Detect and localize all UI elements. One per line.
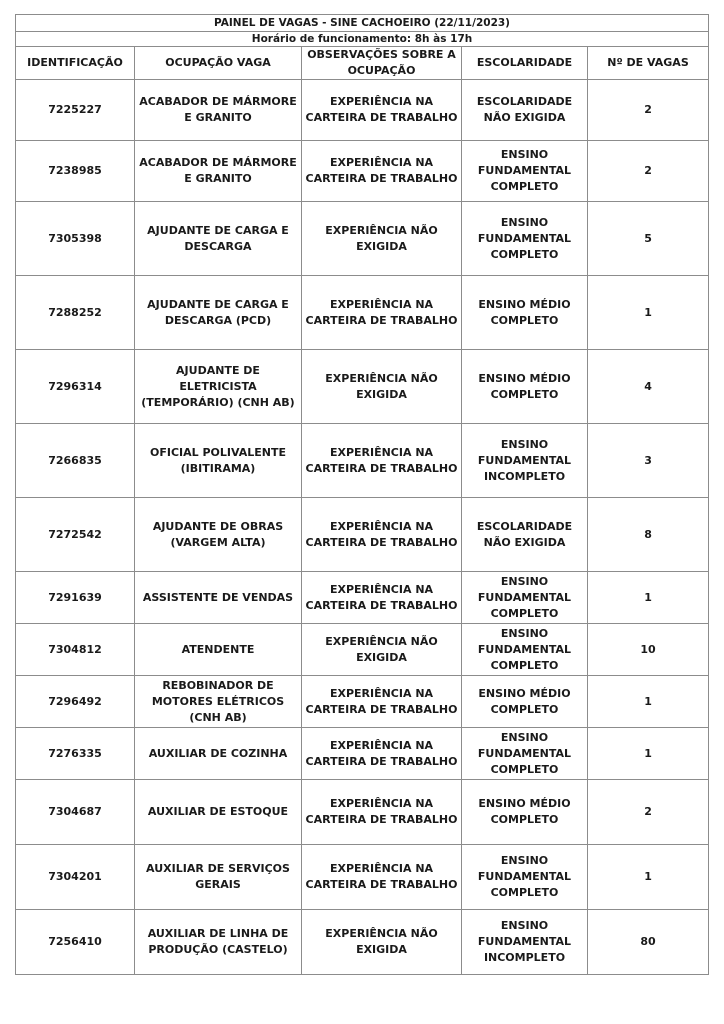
column-header-vacancies: Nº DE VAGAS — [588, 47, 709, 80]
occupation-cell: AJUDANTE DE CARGA E DESCARGA — [135, 202, 302, 276]
vacancy-id-cell: 7296314 — [16, 350, 135, 424]
observations-cell: EXPERIÊNCIA NA CARTEIRA DE TRABALHO — [302, 424, 462, 498]
vacancy-count-cell: 4 — [588, 350, 709, 424]
vacancy-id-cell: 7304201 — [16, 845, 135, 910]
column-header-identification: IDENTIFICAÇÃO — [16, 47, 135, 80]
schooling-cell: ENSINO FUNDAMENTAL INCOMPLETO — [462, 910, 588, 975]
occupation-cell: AUXILIAR DE LINHA DE PRODUÇÃO (CASTELO) — [135, 910, 302, 975]
observations-cell: EXPERIÊNCIA NA CARTEIRA DE TRABALHO — [302, 498, 462, 572]
schooling-cell: ENSINO FUNDAMENTAL COMPLETO — [462, 572, 588, 624]
opening-hours: Horário de funcionamento: 8h às 17h — [16, 32, 709, 47]
vacancy-id-cell: 7238985 — [16, 141, 135, 202]
schooling-cell: ENSINO FUNDAMENTAL COMPLETO — [462, 728, 588, 780]
vacancy-count-cell: 1 — [588, 845, 709, 910]
occupation-cell: ATENDENTE — [135, 624, 302, 676]
vacancy-count-cell: 1 — [588, 276, 709, 350]
vacancy-id-cell: 7304687 — [16, 780, 135, 845]
observations-cell: EXPERIÊNCIA NA CARTEIRA DE TRABALHO — [302, 780, 462, 845]
schooling-cell: ESCOLARIDADE NÃO EXIGIDA — [462, 498, 588, 572]
vacancy-count-cell: 10 — [588, 624, 709, 676]
occupation-cell: REBOBINADOR DE MOTORES ELÉTRICOS (CNH AB) — [135, 676, 302, 728]
vacancy-id-cell: 7225227 — [16, 80, 135, 141]
vacancy-id-cell: 7276335 — [16, 728, 135, 780]
observations-cell: EXPERIÊNCIA NÃO EXIGIDA — [302, 350, 462, 424]
vacancy-count-cell: 1 — [588, 676, 709, 728]
column-header-row — [16, 47, 709, 80]
column-header-observations: OBSERVAÇÕES SOBRE A OCUPAÇÃO — [302, 47, 462, 80]
vacancy-count-cell: 3 — [588, 424, 709, 498]
vacancy-id-cell: 7288252 — [16, 276, 135, 350]
occupation-cell: AJUDANTE DE ELETRICISTA (TEMPORÁRIO) (CNH AB) — [135, 350, 302, 424]
schooling-cell: ENSINO FUNDAMENTAL COMPLETO — [462, 202, 588, 276]
table-row — [16, 624, 709, 676]
occupation-cell: ASSISTENTE DE VENDAS — [135, 572, 302, 624]
table-row — [16, 845, 709, 910]
vacancy-id-cell: 7256410 — [16, 910, 135, 975]
vacancy-id-cell: 7296492 — [16, 676, 135, 728]
panel-title: PAINEL DE VAGAS - SINE CACHOEIRO (22/11/2023) — [16, 15, 709, 32]
vacancy-id-cell: 7291639 — [16, 572, 135, 624]
table-row — [16, 350, 709, 424]
vacancy-id-cell: 7304812 — [16, 624, 135, 676]
observations-cell: EXPERIÊNCIA NA CARTEIRA DE TRABALHO — [302, 80, 462, 141]
table-row — [16, 498, 709, 572]
table-row — [16, 910, 709, 975]
observations-cell: EXPERIÊNCIA NÃO EXIGIDA — [302, 202, 462, 276]
observations-cell: EXPERIÊNCIA NA CARTEIRA DE TRABALHO — [302, 141, 462, 202]
table-row — [16, 202, 709, 276]
vacancy-count-cell: 2 — [588, 780, 709, 845]
table-row — [16, 676, 709, 728]
occupation-cell: AUXILIAR DE COZINHA — [135, 728, 302, 780]
schooling-cell: ENSINO FUNDAMENTAL COMPLETO — [462, 845, 588, 910]
table-row — [16, 80, 709, 141]
column-header-schooling: ESCOLARIDADE — [462, 47, 588, 80]
column-header-occupation: OCUPAÇÃO VAGA — [135, 47, 302, 80]
vacancy-count-cell: 5 — [588, 202, 709, 276]
vacancy-count-cell: 8 — [588, 498, 709, 572]
occupation-cell: AJUDANTE DE OBRAS (VARGEM ALTA) — [135, 498, 302, 572]
vacancy-count-cell: 2 — [588, 80, 709, 141]
schooling-cell: ENSINO FUNDAMENTAL COMPLETO — [462, 624, 588, 676]
occupation-cell: AJUDANTE DE CARGA E DESCARGA (PCD) — [135, 276, 302, 350]
title-row — [16, 15, 709, 32]
table-row — [16, 276, 709, 350]
schooling-cell: ENSINO MÉDIO COMPLETO — [462, 780, 588, 845]
vacancy-id-cell: 7305398 — [16, 202, 135, 276]
observations-cell: EXPERIÊNCIA NA CARTEIRA DE TRABALHO — [302, 728, 462, 780]
schooling-cell: ENSINO FUNDAMENTAL INCOMPLETO — [462, 424, 588, 498]
observations-cell: EXPERIÊNCIA NÃO EXIGIDA — [302, 624, 462, 676]
table-row — [16, 141, 709, 202]
occupation-cell: AUXILIAR DE ESTOQUE — [135, 780, 302, 845]
hours-row — [16, 32, 709, 47]
occupation-cell: ACABADOR DE MÁRMORE E GRANITO — [135, 80, 302, 141]
vacancy-count-cell: 2 — [588, 141, 709, 202]
vacancy-id-cell: 7272542 — [16, 498, 135, 572]
occupation-cell: OFICIAL POLIVALENTE (IBITIRAMA) — [135, 424, 302, 498]
table-row — [16, 572, 709, 624]
observations-cell: EXPERIÊNCIA NA CARTEIRA DE TRABALHO — [302, 276, 462, 350]
occupation-cell: AUXILIAR DE SERVIÇOS GERAIS — [135, 845, 302, 910]
occupation-cell: ACABADOR DE MÁRMORE E GRANITO — [135, 141, 302, 202]
observations-cell: EXPERIÊNCIA NA CARTEIRA DE TRABALHO — [302, 572, 462, 624]
table-row — [16, 780, 709, 845]
observations-cell: EXPERIÊNCIA NA CARTEIRA DE TRABALHO — [302, 845, 462, 910]
vacancy-count-cell: 80 — [588, 910, 709, 975]
job-vacancies-table — [15, 14, 709, 975]
vacancy-id-cell: 7266835 — [16, 424, 135, 498]
vacancy-count-cell: 1 — [588, 728, 709, 780]
table-row — [16, 728, 709, 780]
table-row — [16, 424, 709, 498]
schooling-cell: ENSINO FUNDAMENTAL COMPLETO — [462, 141, 588, 202]
schooling-cell: ENSINO MÉDIO COMPLETO — [462, 276, 588, 350]
schooling-cell: ESCOLARIDADE NÃO EXIGIDA — [462, 80, 588, 141]
schooling-cell: ENSINO MÉDIO COMPLETO — [462, 676, 588, 728]
schooling-cell: ENSINO MÉDIO COMPLETO — [462, 350, 588, 424]
observations-cell: EXPERIÊNCIA NA CARTEIRA DE TRABALHO — [302, 676, 462, 728]
observations-cell: EXPERIÊNCIA NÃO EXIGIDA — [302, 910, 462, 975]
vacancy-count-cell: 1 — [588, 572, 709, 624]
